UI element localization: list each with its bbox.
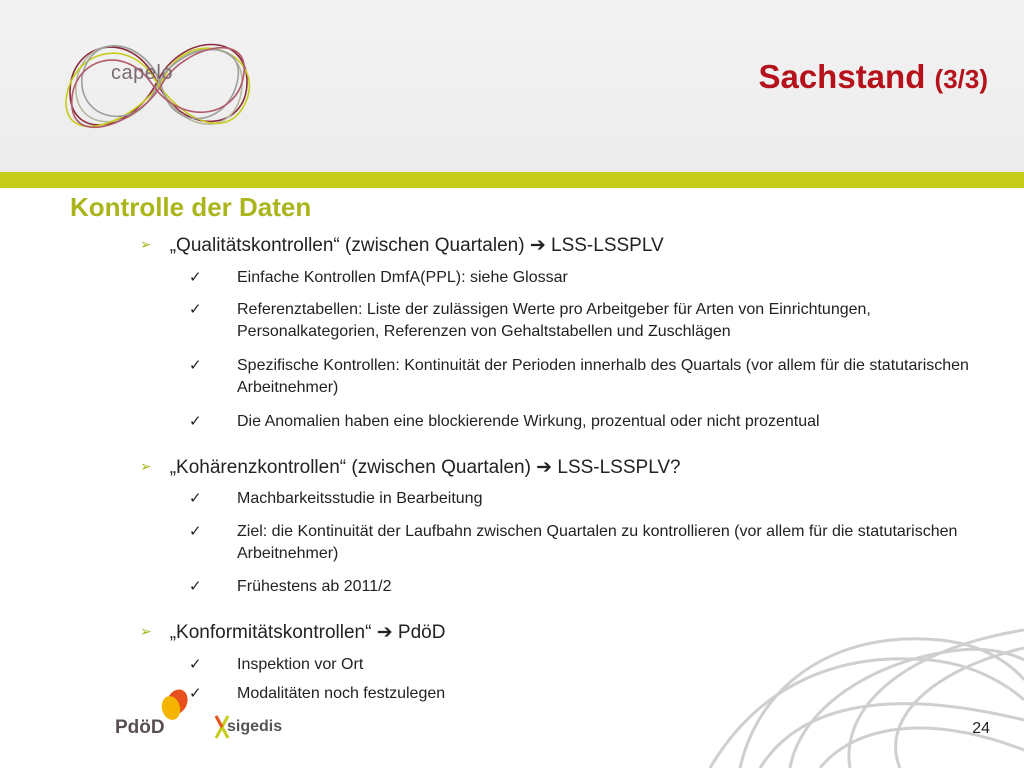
page-number: 24	[972, 720, 990, 737]
list-item	[140, 456, 681, 479]
sub-list-item	[189, 299, 989, 340]
checkmark-icon: ✓	[189, 413, 202, 430]
sub-list-item	[189, 267, 989, 289]
sub-list-item	[189, 576, 989, 598]
sub-list-item	[189, 521, 989, 562]
checkmark-icon: ✓	[189, 578, 202, 595]
checkmark-icon: ✓	[189, 656, 202, 673]
arrow-bullet-icon: ➢	[140, 236, 152, 252]
section-title: Kontrolle der Daten	[70, 192, 312, 222]
sub-list-item-text: Ziel: die Kontinuität der Laufbahn zwischen Quartalen zu kontrollieren (vor allem für die statutarischen Arbeitnehmer)	[237, 523, 958, 562]
sub-list-item	[189, 411, 989, 433]
sub-list-item-text: Spezifische Kontrollen: Kontinuität der Perioden innerhalb des Quartals (vor allem für die statutarischen Arbeitnehmer)	[237, 357, 969, 396]
list-item-label: „Kohärenzkontrollen“ (zwischen Quartalen) ➔ LSS-LSSPLV?	[169, 457, 681, 478]
sub-list-item-text: Inspektion vor Ort	[237, 656, 364, 673]
list-item-label: „Konformitätskontrollen“ ➔ PdöD	[169, 622, 446, 643]
sigedis-logo-text: sigedis	[227, 718, 283, 735]
list-item-label: „Qualitätskontrollen“ (zwischen Quartalen) ➔ LSS-LSSPLV	[169, 235, 664, 256]
sub-list-item-text: Machbarkeitsstudie in Bearbeitung	[237, 490, 483, 507]
arrow-bullet-icon: ➢	[140, 623, 152, 639]
sub-list-item-text: Frühestens ab 2011/2	[237, 578, 392, 595]
sub-list-item-text: Referenztabellen: Liste der zulässigen Werte pro Arbeitgeber für Arten von Einrichtungen, Personalkategorien, Referenzen von Gehaltstabellen und Zuschlägen	[237, 301, 871, 340]
sub-list-item-text: Einfache Kontrollen DmfA(PPL): siehe Glossar	[237, 269, 568, 286]
checkmark-icon: ✓	[189, 301, 202, 318]
checkmark-icon: ✓	[189, 269, 202, 286]
checkmark-icon: ✓	[189, 685, 202, 702]
list-item	[140, 621, 445, 644]
sub-list-item	[189, 355, 989, 396]
sub-list-item-text: Die Anomalien haben eine blockierende Wirkung, prozentual oder nicht prozentual	[237, 413, 820, 430]
pdod-logo-text: PdöD	[115, 717, 165, 738]
slide-title-main: Sachstand	[758, 58, 926, 95]
list-item	[140, 234, 664, 257]
capelo-logo-text: capelo	[111, 62, 173, 84]
sub-list-item	[189, 488, 989, 510]
arrow-bullet-icon: ➢	[140, 458, 152, 474]
sub-list-item-text: Modalitäten noch festzulegen	[237, 685, 446, 702]
slide-title-sub: (3/3)	[934, 64, 988, 94]
checkmark-icon: ✓	[189, 490, 202, 507]
decorative-curves-icon	[700, 620, 1024, 768]
checkmark-icon: ✓	[189, 523, 202, 540]
checkmark-icon: ✓	[189, 357, 202, 374]
